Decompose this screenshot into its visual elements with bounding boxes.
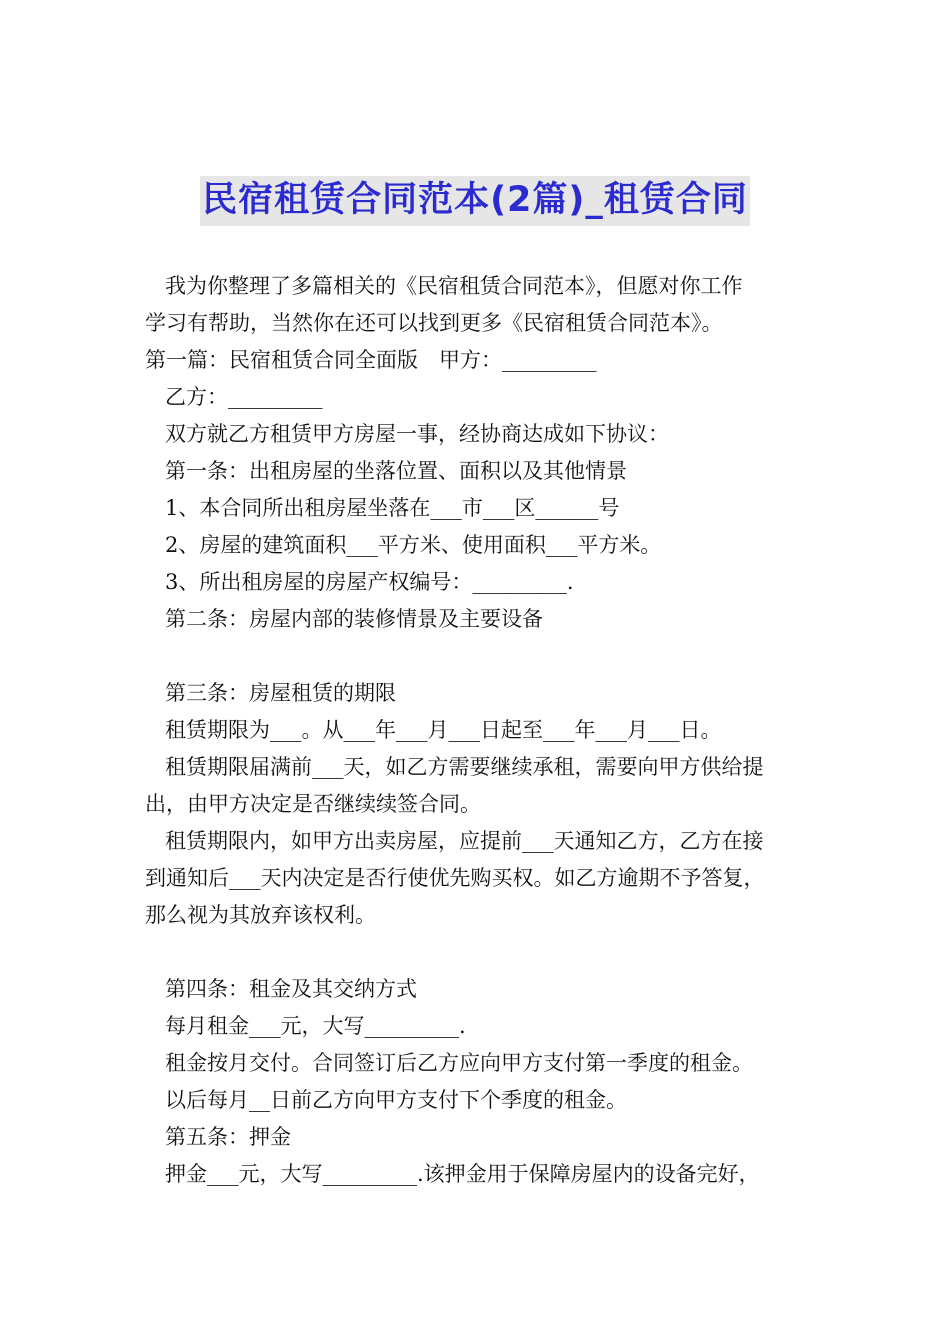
paragraph: 3、所出租房屋的房屋产权编号：_________. [165, 570, 574, 594]
document-title: 民宿租赁合同范本(2篇)_租赁合同 [200, 176, 750, 226]
blank-line [145, 934, 810, 971]
paragraph: 第一条：出租房屋的坐落位置、面积以及其他情景 [165, 459, 627, 483]
paragraph: 每月租金___元，大写_________. [165, 1014, 466, 1038]
paragraph: 双方就乙方租赁甲方房屋一事，经协商达成如下协议： [165, 422, 669, 446]
paragraph: 2、房屋的建筑面积___平方米、使用面积___平方米。 [165, 533, 662, 557]
paragraph: 押金___元，大写_________.该押金用于保障房屋内的设备完好， [165, 1162, 760, 1186]
paragraph: 以后每月__日前乙方向甲方支付下个季度的租金。 [165, 1088, 627, 1112]
paragraph: 第一篇：民宿租赁合同全面版 甲方：_________ [145, 348, 597, 372]
title-container [0, 176, 950, 226]
paragraph: 租赁期限届满前___天，如乙方需要继续承租，需要向甲方供给提 [165, 755, 764, 779]
paragraph: 第三条：房屋租赁的期限 [165, 681, 396, 705]
paragraph: 到通知后___天内决定是否行使优先购买权。如乙方逾期不予答复， [145, 866, 765, 890]
blank-line [145, 638, 810, 675]
paragraph: 第二条：房屋内部的装修情景及主要设备 [165, 607, 543, 631]
paragraph: 那么视为其放弃该权利。 [145, 903, 376, 927]
paragraph: 第四条：租金及其交纳方式 [165, 977, 417, 1001]
paragraph: 我为你整理了多篇相关的《民宿租赁合同范本》，但愿对你工作 [165, 274, 743, 298]
paragraph: 租赁期限内，如甲方出卖房屋，应提前___天通知乙方，乙方在接 [165, 829, 764, 853]
paragraph: 学习有帮助，当然你在还可以找到更多《民宿租赁合同范本》。 [145, 311, 723, 335]
paragraph: 出，由甲方决定是否继续续签合同。 [145, 792, 481, 816]
paragraph: 租金按月交付。合同签订后乙方应向甲方支付第一季度的租金。 [165, 1051, 753, 1075]
paragraph: 1、本合同所出租房屋坐落在___市___区______号 [165, 496, 620, 520]
paragraph: 乙方：_________ [165, 385, 323, 409]
paragraph: 租赁期限为___。从___年___月___日起至___年___月___日。 [165, 718, 722, 742]
paragraph: 第五条：押金 [165, 1125, 291, 1149]
document-body [145, 268, 810, 1193]
